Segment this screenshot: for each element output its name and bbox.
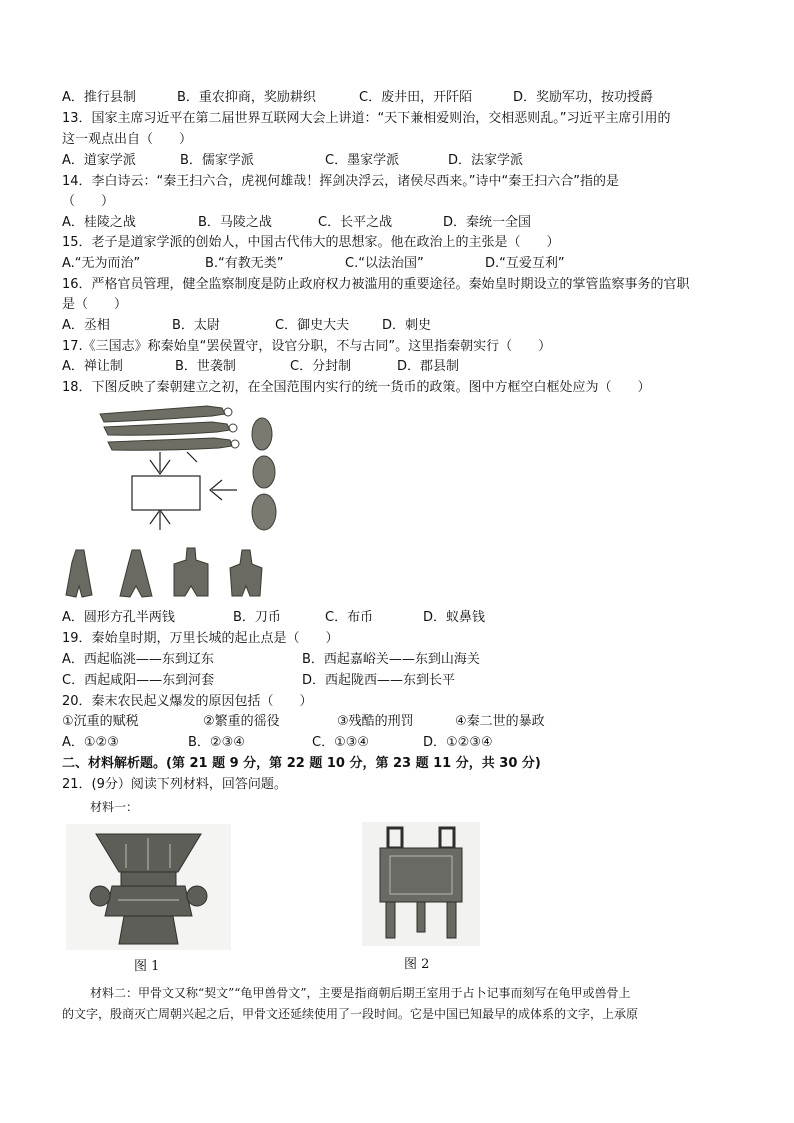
q20-item-4: ④秦二世的暴政	[455, 714, 545, 729]
q19-option-b: B．西起嘉峪关——东到山海关	[302, 652, 480, 667]
spade-coins-image	[66, 548, 262, 597]
q19-option-d: D．西起陇西——东到长平	[302, 673, 456, 688]
q15-stem: 15．老子是道家学派的创始人，中国古代伟大的思想家。他在政治上的主张是（ ）	[62, 235, 560, 250]
q12-option-d: D．奖励军功，按功授爵	[513, 90, 654, 105]
q15-option-c: C.“以法治国”	[345, 256, 424, 271]
q16-option-b: B．太尉	[172, 318, 220, 333]
q14-option-b: B．马陵之战	[198, 215, 272, 230]
q20-option-a: A．①②③	[62, 735, 119, 750]
q13-stem-line1: 13．国家主席习近平在第二届世界互联网大会上讲道：“天下兼相爱则治，交相恶则乱。”习近平主席引用的	[62, 111, 671, 126]
q18-stem: 18．下图反映了秦朝建立之初，在全国范围内实行的统一货币的政策。图中方框空白框处应为（ ）	[62, 380, 651, 395]
q14-option-a: A．桂陵之战	[62, 215, 136, 230]
q20-option-b: B．②③④	[188, 735, 245, 750]
q16-stem-line2: 是（ ）	[62, 297, 128, 312]
q13-option-d: D．法家学派	[448, 153, 524, 168]
q19-stem: 19．秦始皇时期，万里长城的起止点是（ ）	[62, 631, 339, 646]
q18-option-b: B．刀币	[233, 610, 281, 625]
q20-item-2: ②繁重的徭役	[203, 714, 280, 729]
material-2-line1: 材料二：甲骨文又称“契文”“龟甲兽骨文”，主要是指商朝后期王室用于占卜记事而刻写在龟甲或兽骨上	[90, 986, 631, 1000]
q17-option-c: C．分封制	[290, 359, 352, 374]
q16-option-d: D．刺史	[382, 318, 432, 333]
q13-option-c: C．墨家学派	[325, 153, 400, 168]
q12-option-b: B．重农抑商，奖励耕织	[177, 90, 316, 105]
material-1-label: 材料一：	[90, 800, 139, 814]
q20-option-c: C．①③④	[312, 735, 370, 750]
q20-stem: 20．秦末农民起义爆发的原因包括（ ）	[62, 694, 313, 709]
q13-stem-line2: 这一观点出自（ ）	[62, 132, 193, 147]
q19-option-a: A．西起临洮——东到辽东	[62, 652, 214, 667]
q14-option-d: D．秦统一全国	[443, 215, 532, 230]
figure-2-bronze-ding-image	[362, 822, 480, 946]
section-2-title: 二、材料解析题。(第 21 题 9 分，第 22 题 10 分，第 23 题 11 分，共 30 分)	[62, 756, 541, 771]
q14-option-c: C．长平之战	[318, 215, 393, 230]
blank-answer-box	[132, 476, 200, 510]
q12-option-c: C．废井田，开阡陌	[359, 90, 473, 105]
q12-option-a: A．推行县制	[62, 90, 136, 105]
q17-option-b: B．世袭制	[175, 359, 236, 374]
q19-option-c: C．西起咸阳——东到河套	[62, 673, 215, 688]
q20-item-1: ①沉重的赋税	[62, 714, 139, 729]
q18-option-a: A．圆形方孔半两钱	[62, 610, 175, 625]
figure-1-bronze-vessel-image	[66, 824, 231, 950]
q14-stem-line1: 14．李白诗云：“秦王扫六合，虎视何雄哉！挥剑决浮云，诸侯尽西来。”诗中“秦王扫六合”指的是	[62, 174, 619, 189]
figure-1-caption: 图 1	[134, 959, 160, 974]
material-2-line2: 的文字，殷商灭亡周朝兴起之后，甲骨文还延续使用了一段时间。它是中国已知最早的成体系的文字，上承原	[62, 1007, 639, 1021]
knife-coins-image	[100, 406, 239, 450]
q16-stem-line1: 16．严格官员管理，健全监察制度是防止政府权力被滥用的重要途径。秦始皇时期设立的掌管监察事务的官职	[62, 277, 690, 292]
q15-option-d: D.“互爱互利”	[485, 256, 565, 271]
ant-nose-coins-image	[252, 418, 276, 530]
q16-option-c: C．御史大夫	[275, 318, 350, 333]
q21-stem: 21．(9分）阅读下列材料，回答问题。	[62, 777, 287, 792]
q13-option-a: A．道家学派	[62, 153, 136, 168]
figure-2-caption: 图 2	[404, 957, 430, 972]
q16-option-a: A．丞相	[62, 318, 110, 333]
q17-stem: 17.《三国志》称秦始皇“罢侯置守，设官分职，不与古同”。这里指秦朝实行（ ）	[62, 339, 552, 354]
q13-option-b: B．儒家学派	[180, 153, 254, 168]
q14-stem-line2: （ ）	[62, 194, 115, 209]
q18-option-d: D．蚁鼻钱	[423, 610, 486, 625]
q18-option-c: C．布币	[325, 610, 374, 625]
q17-option-a: A．禅让制	[62, 359, 123, 374]
q17-option-d: D．郡县制	[397, 359, 460, 374]
q15-option-a: A.“无为而治”	[62, 256, 141, 271]
q20-option-d: D．①②③④	[423, 735, 493, 750]
q20-item-3: ③残酷的刑罚	[337, 714, 414, 729]
currency-unification-diagram	[62, 400, 292, 605]
q15-option-b: B.“有教无类”	[205, 256, 284, 271]
